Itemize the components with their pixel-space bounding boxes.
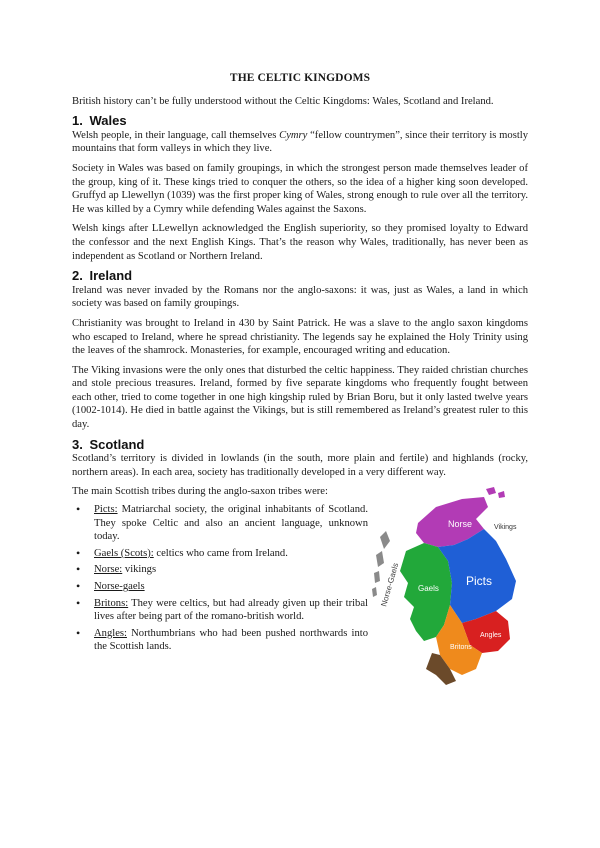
- map-label-britons: Britons: [450, 644, 472, 652]
- list-item: [94, 597, 368, 624]
- tribe-term: Picts:: [94, 504, 118, 516]
- tribe-description: vikings: [122, 564, 157, 576]
- ireland-paragraph-1: Ireland was never invaded by the Romans nor the anglo-saxons: it was, just as Wales, a land in which society was based on family groupings.: [72, 284, 528, 310]
- list-item: [94, 580, 368, 594]
- tribe-term: Norse:: [94, 564, 123, 576]
- scotland-tribes-map: [366, 485, 528, 705]
- document-body: [72, 72, 528, 657]
- tribes-list: [72, 503, 368, 654]
- wales-paragraph-2: Society in Wales was based on family groupings, in which the strongest person made themselves leader of the group, king of it. These kings tried to conquer the others, so the idea of a higher king soon developed. Gruffyd ap Llewellyn (1039) was the first proper king of Wales, strong enough to rule over all the territory. He was killed by a Cymry while defending Wales against the Saxons.: [72, 162, 528, 215]
- list-item: [94, 627, 368, 654]
- cymry-term: Cymry: [279, 129, 308, 141]
- tribe-description: Northumbrians who had been pushed northwards into the Scottish lands.: [94, 627, 368, 653]
- page-title: THE CELTIC KINGDOMS: [229, 72, 371, 84]
- orkney-islands: [486, 487, 505, 498]
- section-heading-wales: [72, 114, 528, 128]
- tribe-term: Britons:: [94, 597, 129, 609]
- map-label-vikings: Vikings: [494, 524, 517, 532]
- list-item: [94, 563, 368, 577]
- section-heading-ireland: [72, 269, 528, 283]
- tribe-term: Norse-gaels: [94, 581, 145, 592]
- ireland-paragraph-2: Christianity was brought to Ireland in 430 by Saint Patrick. He was a slave to the anglo saxon kingdoms who escaped to Ireland, where he spread christianity. The legends say he explained the Holy Trinity using the leaves of the shamrock. Monasteries, for example, encouraged writing and education.: [72, 317, 528, 357]
- list-item: [94, 547, 368, 561]
- tribes-block: [72, 485, 528, 654]
- list-item: [94, 503, 368, 544]
- section-title: Ireland: [89, 268, 133, 284]
- text-run: Welsh people, in their language, call themselves: [72, 129, 280, 141]
- tribe-description: They were celtics, but had already given up their tribal lives after being part of the romano-british world.: [94, 597, 368, 623]
- tribe-description: celtics who came from Ireland.: [153, 547, 288, 559]
- section-number: 3.: [72, 436, 83, 452]
- map-label-gaels: Gaels: [418, 584, 439, 594]
- map-label-norse: Norse: [448, 519, 473, 530]
- section-number: 2.: [72, 268, 83, 284]
- tribe-term: Gaels (Scots):: [94, 547, 154, 559]
- tribe-term: Angles:: [94, 627, 127, 639]
- section-title: Wales: [89, 113, 127, 129]
- ireland-paragraph-3: The Viking invasions were the only ones that disturbed the celtic happiness. They raided christian churches and stole precious treasures. Ireland, formed by five separate kingdoms who frequently fought between each other, tried to come together in one high kingship ruled by Brian Boru, but it only lasted twelve years (1002-1014). He died in battle against the Vikings, but is still remembered as Ireland’s greatest ruler to this day.: [72, 364, 528, 431]
- wales-paragraph-3: Welsh kings after LLewellyn acknowledged the English superiority, so they promised loyalty to Edward the confessor and the next English Kings. That’s the reason why Wales, traditionally, has never been as independent as Scotland or Northern Ireland.: [72, 223, 528, 262]
- map-label-picts: Picts: [466, 574, 493, 589]
- scotland-paragraph-1: Scotland’s territory is divided in lowlands (in the south, more plain and fertile) and highlands (rocky, northern areas). In each area, society has traditionally developed in a very different way.: [72, 453, 528, 478]
- map-label-angles: Angles: [480, 632, 502, 640]
- wales-paragraph-1: [72, 129, 528, 156]
- map-label-norse-gaels: Norse-Gaels: [379, 562, 401, 608]
- section-number: 1.: [72, 113, 83, 129]
- intro-paragraph: British history can’t be fully understood without the Celtic Kingdoms: Wales, Scotland and Ireland.: [72, 95, 494, 107]
- tribes-text-column: [72, 485, 368, 654]
- text-run: “fellow countrymen”, since their territory is mostly mountains that form valleys in which they live.: [72, 129, 528, 155]
- section-title: Scotland: [89, 436, 145, 452]
- scotland-paragraph-2: The main Scottish tribes during the anglo-saxon tribes were:: [72, 486, 328, 498]
- tribe-description: Matriarchal society, the original inhabitants of Scotland. They spoke Celtic and also an ancient language, unknown today.: [94, 504, 368, 543]
- section-heading-scotland: [72, 438, 528, 452]
